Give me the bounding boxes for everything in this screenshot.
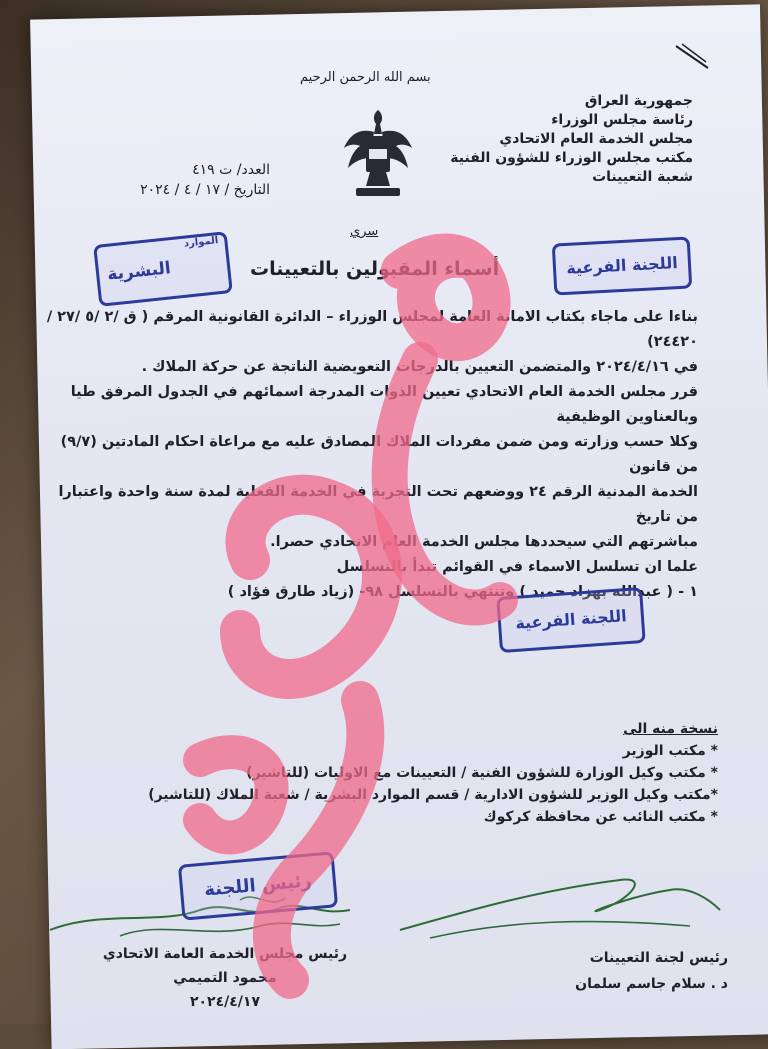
pen-mark-icon [672, 42, 712, 72]
document-body [38, 305, 698, 605]
reference-date: التاريخ / ١٧ / ٤ / ٢٠٢٤ [140, 182, 270, 198]
body-line: الخدمة المدنية الرقم ٢٤ ووضعهم تحت التجربة في الخدمة الفعلية لمدة سنة واحدة واعتبارا من تاريخ [58, 484, 698, 525]
header-line: مجلس الخدمة العام الاتحادي [499, 131, 693, 147]
copies-list [148, 718, 718, 828]
signature-left-name: محمود التميمي [173, 970, 277, 986]
sub-committee-stamp-top: اللجنة الفرعية [552, 236, 693, 295]
header-authority [450, 92, 693, 187]
header-line: مكتب مجلس الوزراء للشؤون الفنية [450, 150, 693, 166]
signature-right-name: د . سلام جاسم سلمان [575, 976, 728, 992]
header-line: جمهورية العراق [584, 93, 693, 109]
body-line: وكلا حسب وزارته ومن ضمن مفردات الملاك المصادق عليه مع مراعاة احكام المادتين (٩/٧) من قانون [60, 434, 698, 475]
copy-recipient: * مكتب النائب عن محافظة كركوك [483, 809, 718, 825]
signature-left-block [95, 942, 355, 1014]
body-line: في ٢٠٢٤/٤/١٦ والمتضمن التعيين بالدرجات التعويضية الناتجة عن حركة الملاك . [141, 359, 698, 375]
header-line: رئاسة مجلس الوزراء [551, 112, 693, 128]
body-line: علما ان تسلسل الاسماء في القوائم تبدأ بالتسلسل [336, 559, 698, 575]
body-line: مباشرتهم التي سيحددها مجلس الخدمة العام الاتحادي حصرا. [270, 534, 698, 550]
iraq-eagle-emblem-icon [340, 108, 416, 204]
human-resources-stamp [93, 231, 233, 307]
copy-recipient: * مكتب وكيل الوزارة للشؤون الفنية / التعيينات مع الاوليات (للتاشير) [246, 765, 718, 781]
copy-recipient: * مكتب الوزير [622, 743, 718, 759]
header-line: شعبة التعيينات [592, 169, 693, 185]
body-line: قرر مجلس الخدمة العام الاتحادي تعيين الذوات المدرجة اسمائهم في الجدول المرفق طيا وبالعناوين الوظيفية [70, 384, 698, 425]
signature-right-role: رئيس لجنة التعيينات [589, 950, 728, 966]
copy-recipient: *مكتب وكيل الوزير للشؤون الادارية / قسم الموارد البشرية / شعبة الملاك (للتاشير) [148, 787, 718, 803]
signature-left-role: رئيس مجلس الخدمة العامة الاتحادي [102, 946, 348, 962]
committee-head-stamp: رئيس اللجنة [178, 851, 338, 920]
signature-right-block [575, 945, 728, 997]
sub-committee-stamp-middle: اللجنة الفرعية [496, 587, 646, 653]
body-line: بناءا على ماجاء بكتاب الامانة العامة لمجلس الوزراء – الدائرة القانونية المرقم ( ق /٢ /٥ /٢٧ /٢٤٤٢٠) [46, 309, 698, 350]
reference-number: العدد/ ت ٤١٩ [192, 162, 270, 178]
stamp-text-small: الموارد [183, 235, 219, 250]
bismillah: بسم الله الرحمن الرحيم [300, 70, 431, 85]
reference-block [70, 160, 270, 200]
body-line: ١ - ( عبدالله بهزاد حميد ) وتنتهي بالتسلسل ٩٨- (زياد طارق فؤاد ) [227, 584, 698, 600]
signature-right-icon [390, 860, 730, 950]
signature-left-date: ٢٠٢٤/٤/١٧ [189, 994, 261, 1010]
copies-heading: نسخة منه الى [623, 721, 718, 737]
stamp-text-big: البشرية [106, 258, 172, 285]
classification-label: سري [350, 224, 379, 239]
document-title: أسماء المقبولين بالتعيينات [250, 258, 500, 280]
